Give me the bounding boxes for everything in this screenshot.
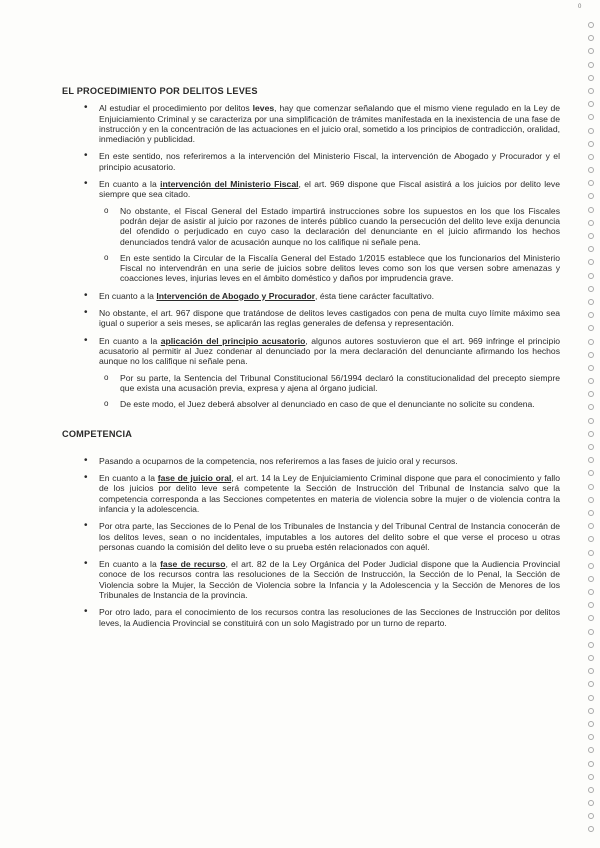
item-text: En cuanto a la	[99, 559, 161, 570]
sub-list	[99, 206, 560, 284]
binding-ring	[588, 286, 594, 292]
binding-ring	[588, 629, 594, 635]
binding-ring	[588, 431, 594, 437]
binding-ring	[588, 75, 594, 81]
section-title: COMPETENCIA	[62, 429, 133, 440]
binding-ring	[588, 681, 594, 687]
item-text: En cuanto a la	[99, 179, 161, 190]
binding-ring	[588, 642, 594, 648]
binding-ring	[588, 233, 594, 239]
binding-ring	[588, 22, 594, 28]
binding-ring	[588, 339, 594, 345]
binding-ring	[588, 800, 594, 806]
binding-ring	[588, 418, 594, 424]
item-text: , ésta tiene carácter facultativo.	[315, 290, 434, 301]
sub-list-item: o En este sentido la Circular de la Fiscalía General del Estado 1/2015 establece que los funcionarios del Ministerio Fiscal no intervendrán en una serie de juicios sobre delitos leves como son los que versen sobre amenazas y coacciones leves, injurias leves en el ámbito doméstico y daños por imprudencia grave.	[99, 253, 560, 284]
binding-ring	[588, 325, 594, 331]
item-text: En este sentido, nos referiremos a la intervención del Ministerio Fiscal, la intervención de Abogado y Procurador y el principio acusatorio.	[99, 151, 560, 172]
binding-ring	[588, 101, 594, 107]
binding-ring	[588, 484, 594, 490]
list-item	[62, 559, 560, 600]
section-competencia	[62, 429, 560, 627]
item-text: En cuanto a la	[99, 473, 158, 484]
spiral-binding	[588, 22, 598, 842]
item-text: , algunos autores sostuvieron que el art. 969 infringe el principio acusatorio al permitir al Juez condenar al denunciado por la mera declaración del denunciante afirmando los hechos aunque no los califique ni señale pena.	[99, 335, 561, 367]
binding-ring	[588, 695, 594, 701]
binding-ring	[588, 404, 594, 410]
binding-ring	[588, 88, 594, 94]
key-term: aplicación del principio acusatorio	[160, 335, 306, 346]
binding-ring	[588, 668, 594, 674]
sub-list	[99, 373, 560, 410]
item-text: , hay que comenzar señalando que el mismo viene regulado en la Ley de Enjuiciamiento Criminal y se caracteriza por una simplificación de trámites manifestada en la inexistencia de una fase de instrucción y en la concentración de las actuaciones en el juicio oral, sometido a los principios de contradicción, oralidad, inmediación y publicidad.	[99, 103, 560, 145]
key-term: fase de juicio oral	[157, 473, 232, 484]
binding-ring	[588, 273, 594, 279]
sub-list-item: o Por su parte, la Sentencia del Tribunal Constitucional 56/1994 declaró la constitucionalidad del precepto siempre que exista una acusación previa, expresa y ajena al órgano judicial.	[99, 373, 560, 394]
binding-ring	[588, 352, 594, 358]
sub-list-item: o No obstante, el Fiscal General del Estado impartirá instrucciones sobre los supuestos en los que los Fiscales podrán dejar de asistir al juicio por razones de interés público cuando la persecución del delito leve exija denuncia del ofendido o perjudicado en cuyo caso la declaración del denunciante en el juicio afirmando los hechos denunciados tendrá valor de acusación aunque no los califique ni señale pena.	[99, 206, 560, 247]
document-body	[62, 86, 560, 628]
item-text: En cuanto a la	[99, 290, 157, 301]
binding-ring	[588, 246, 594, 252]
binding-ring	[588, 774, 594, 780]
binding-ring	[588, 154, 594, 160]
key-term: fase de recurso	[160, 559, 226, 570]
sub-list-item: o De este modo, el Juez deberá absolver al denunciado en caso de que el denunciante no solicite su condena.	[99, 399, 560, 409]
binding-ring	[588, 48, 594, 54]
binding-ring	[588, 497, 594, 503]
item-text: , el art. 969 dispone que Fiscal asistirá a los juicios por delito leve siempre que sea citado.	[99, 179, 561, 200]
binding-ring	[588, 470, 594, 476]
item-text: , el art. 14 la Ley de Enjuiciamiento Criminal dispone que para el conocimiento y fallo de los juicios por delito leve será competente la Sección de Instrucción del Tribunal de Instancia salvo que la competencia corresponda a las Secciones competentes en materia de violencia sobre la mujer o de violencia contra la infancia y la adolescencia.	[99, 473, 560, 514]
section-delitos-leves	[62, 86, 560, 409]
binding-ring	[588, 510, 594, 516]
binding-ring	[588, 708, 594, 714]
binding-ring	[588, 734, 594, 740]
key-term: Intervención de Abogado y Procurador	[156, 290, 316, 301]
item-text: Por otra parte, las Secciones de lo Penal de los Tribunales de Instancia y del Tribunal Central de Instancia conocerán de los delitos leves, sean o no incidentales, imputables a los autores del delito sobre el que verse el proceso u otras personas cuando la comisión del delito leve o su prueba estén relacionados con aquél.	[99, 521, 560, 552]
section-title: EL PROCEDIMIENTO POR DELITOS LEVES	[62, 86, 258, 96]
binding-ring	[588, 167, 594, 173]
list-item	[62, 473, 560, 514]
bold-term: leves	[252, 103, 275, 114]
binding-ring	[588, 563, 594, 569]
binding-ring	[588, 220, 594, 226]
binding-ring	[588, 550, 594, 556]
binding-ring	[588, 378, 594, 384]
binding-ring	[588, 128, 594, 134]
list-item	[62, 291, 560, 301]
binding-ring	[588, 35, 594, 41]
binding-ring	[588, 299, 594, 305]
list-item	[62, 336, 560, 410]
binding-ring	[588, 826, 594, 832]
binding-ring	[588, 444, 594, 450]
key-term: intervención del Ministerio Fiscal	[160, 179, 299, 190]
binding-ring	[588, 259, 594, 265]
binding-ring	[588, 589, 594, 595]
binding-ring	[588, 62, 594, 68]
binding-ring	[588, 365, 594, 371]
bullet-list	[62, 103, 560, 409]
binding-ring	[588, 457, 594, 463]
binding-ring	[588, 391, 594, 397]
list-item	[62, 308, 560, 329]
page-number: 0	[578, 4, 582, 10]
item-text: Por otro lado, para el conocimiento de los recursos contra las resoluciones de las Secciones de Instrucción por delitos leves, la Audiencia Provincial se constituirá con un solo Magistrado por un turno de reparto.	[99, 607, 560, 628]
binding-ring	[588, 180, 594, 186]
list-item	[62, 103, 560, 144]
binding-ring	[588, 114, 594, 120]
binding-ring	[588, 193, 594, 199]
list-item	[62, 151, 560, 172]
binding-ring	[588, 813, 594, 819]
item-text: No obstante, el art. 967 dispone que tratándose de delitos leves castigados con pena de multa cuyo límite máximo sea igual o superior a seis meses, se aplicarán las reglas generales de defensa y representación.	[99, 308, 560, 329]
binding-ring	[588, 523, 594, 529]
binding-ring	[588, 655, 594, 661]
binding-ring	[588, 721, 594, 727]
item-text: En cuanto a la	[99, 335, 161, 346]
binding-ring	[588, 576, 594, 582]
item-text: Al estudiar el procedimiento por delitos	[99, 103, 253, 114]
binding-ring	[588, 787, 594, 793]
list-item	[62, 456, 560, 466]
list-item	[62, 179, 560, 284]
binding-ring	[588, 761, 594, 767]
binding-ring	[588, 747, 594, 753]
item-text: Pasando a ocuparnos de la competencia, nos referiremos a las fases de juicio oral y recursos.	[99, 455, 458, 466]
bullet-list	[62, 456, 560, 628]
binding-ring	[588, 536, 594, 542]
binding-ring	[588, 602, 594, 608]
binding-ring	[588, 615, 594, 621]
binding-ring	[588, 312, 594, 318]
list-item	[62, 607, 560, 628]
list-item	[62, 521, 560, 552]
binding-ring	[588, 207, 594, 213]
item-text: , el art. 82 de la Ley Orgánica del Poder Judicial dispone que la Audiencia Provincial conoce de los recursos contra las resoluciones de la Sección de Instrucción, la Sección de lo Penal, la Sección de Violencia sobre la Mujer, la Sección de Violencia sobre la Infancia y la Adolescencia y la Sección de Menores de los Tribunales de Instancia de la provincia.	[99, 559, 560, 600]
binding-ring	[588, 141, 594, 147]
